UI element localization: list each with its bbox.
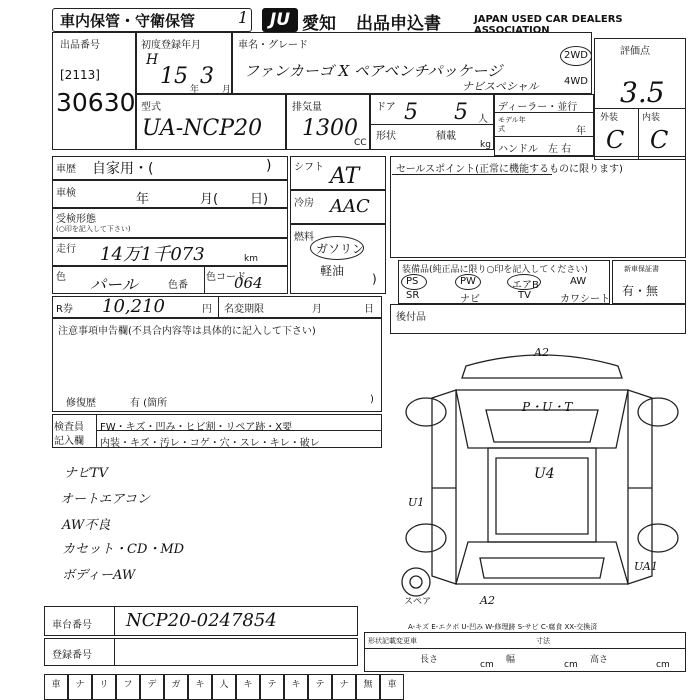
ownership-text: 車内保管・守衛保管 — [60, 12, 196, 30]
diagram-mark-5: A2 — [480, 594, 495, 607]
grade-int: C — [650, 126, 669, 154]
grade-ext: C — [606, 126, 625, 154]
r-ticket-unit: 円 — [202, 304, 212, 315]
recycle-label: 新車保証書 — [624, 265, 659, 273]
check-row2: 内装・キズ・汚レ・コゲ・穴・スレ・キレ・破レ — [100, 438, 320, 449]
diagram-mark-1: A2 — [534, 346, 549, 359]
ju-logo: JU — [262, 8, 298, 32]
frame-value: NCP20-0247854 — [126, 610, 277, 631]
bottom-col-cell: ナ — [332, 674, 356, 700]
r-ticket-value: 10,210 — [102, 296, 165, 317]
diagram-mark-2: P・U・T — [522, 400, 573, 414]
grade-label: 評価点 — [620, 46, 650, 57]
equip-airbag: エアB — [512, 280, 539, 291]
after-parts-label: 後付品 — [396, 312, 426, 323]
lot-code: [2113] — [60, 68, 100, 82]
association-name: JAPAN USED CAR DEALERS ASSOCIATION — [474, 14, 623, 36]
reinspection-sub: (○印を記入して下さい) — [56, 225, 131, 233]
model-year-label: モデル年式 — [498, 116, 526, 133]
ownership-mark: 1 — [238, 8, 249, 27]
displacement-value: 1300 — [302, 116, 358, 141]
remark-4: カセット・CD・MD — [62, 542, 185, 557]
displacement-label: 排気量 — [292, 102, 322, 113]
bottom-col-cell: テ — [260, 674, 284, 700]
dealer-label: ディーラー・並行 — [498, 102, 578, 113]
sales-point-label: セールスポイント(正常に機能するものに限ります) — [396, 164, 623, 175]
dims-label2: 寸法 — [536, 637, 550, 645]
dims-cm2: cm — [564, 660, 578, 670]
bottom-col-cell: ナ — [68, 674, 92, 700]
dealer-divider — [494, 112, 594, 113]
bottom-col-cell: テ — [308, 674, 332, 700]
notes-label: 注意事項申告欄(不具合内容等は具体的に記入して下さい) — [58, 326, 316, 337]
bottom-col-cell: キ — [236, 674, 260, 700]
drive-2wd: 2WD — [564, 50, 588, 61]
color-code-label: 色コード — [206, 272, 246, 283]
mileage-unit: km — [244, 254, 258, 264]
capacity-unit: kg — [480, 140, 491, 150]
equip-pw-circle — [455, 274, 481, 290]
bottom-col-cell: リ — [92, 674, 116, 700]
bottom-col-cell: ガ — [164, 674, 188, 700]
grade-value: 3.5 — [620, 76, 665, 109]
plate-divider — [114, 638, 115, 666]
dims-width: 幅 — [506, 655, 516, 665]
remark-3: AW不良 — [62, 518, 111, 533]
registration-month: 3 — [200, 64, 214, 89]
aircon-label: 冷房 — [294, 198, 314, 209]
seats-value: 5 — [454, 100, 468, 125]
equip-aw: AW — [570, 276, 587, 287]
shift-label: シフト — [294, 162, 324, 173]
inspection-month-unit: 月( — [200, 192, 219, 207]
history-close: ) — [370, 394, 374, 405]
equip-seat: カワシート — [560, 294, 610, 305]
check-row1: FW・キズ・凹み・ヒビ割・リペア跡・X要 — [100, 422, 293, 433]
bottom-col-cell: フ — [116, 674, 140, 700]
mileage-value: 14万1千073 — [100, 244, 205, 265]
displacement-unit: CC — [354, 138, 367, 148]
equip-ps-circle — [401, 274, 427, 290]
diagram-legend: A-キズ E-エクボ U-凹み W-修理跡 S-サビ C-腐食 XX-交換済 — [408, 623, 598, 631]
bottom-col-cell: キ — [188, 674, 212, 700]
shape-label: 形状 — [376, 131, 396, 142]
model-code-label: 型式 — [141, 102, 161, 113]
plate-label: 登録番号 — [52, 650, 92, 661]
fuel-value1: ガソリン — [316, 242, 365, 256]
color-value: パール — [90, 275, 138, 294]
r-ticket-day: 日 — [364, 304, 374, 315]
car-use-box — [52, 156, 288, 180]
form-title: 出品申込書 — [356, 14, 441, 34]
bottom-col-cell: 車 — [44, 674, 68, 700]
inspection-year-unit: 年 — [136, 192, 150, 207]
equipment-label: 装備品(純正品に限り○印を記入してください) — [402, 265, 588, 275]
drive-4wd: 4WD — [564, 76, 588, 87]
bottom-col-cell: キ — [284, 674, 308, 700]
registration-era: H — [146, 52, 159, 68]
dims-length: 長さ — [420, 655, 439, 665]
spare-label: スペア — [404, 597, 432, 607]
aircon-value: AAC — [330, 196, 370, 217]
seats-unit: 人 — [478, 114, 488, 125]
model-year-unit: 年 — [576, 126, 586, 137]
bottom-col-cell: デ — [140, 674, 164, 700]
registration-year-unit: 年 — [190, 85, 200, 95]
registration-year: 15 — [160, 64, 188, 89]
car-use-close: ) — [266, 158, 272, 174]
mileage-label: 走行 — [56, 244, 76, 255]
handle-options: 左 右 — [548, 144, 572, 155]
registration-label: 初度登録年月 — [141, 40, 201, 51]
inspection-day-unit: 日) — [250, 192, 269, 207]
check-label1: 検査員 — [54, 422, 84, 433]
model-name-label: 車名・グレード — [238, 40, 308, 51]
bottom-col-cell: 無 — [356, 674, 380, 700]
r-ticket-month: 月 — [312, 304, 322, 315]
remark-5: ボディーAW — [62, 568, 136, 583]
dims-divider — [364, 648, 686, 649]
fuel-label: 燃料 — [294, 232, 314, 243]
registration-month-unit: 月 — [222, 85, 232, 95]
dims-cm1: cm — [480, 660, 494, 670]
shift-value: AT — [330, 164, 360, 189]
fuel-close: ) — [372, 272, 377, 286]
remark-1: ナビTV — [64, 466, 109, 481]
model-name-line1: ファンカーゴ X ペアベンチパッケージ — [244, 62, 503, 80]
lot-number: 30630 — [56, 88, 136, 117]
bottom-col-cell: 車 — [380, 674, 404, 700]
r-ticket-label: R券 — [56, 304, 73, 315]
color-number-label: 色番 — [168, 280, 188, 291]
after-parts-box — [390, 304, 686, 334]
remark-2: オートエアコン — [60, 492, 150, 507]
color-label: 色 — [56, 272, 66, 283]
lot-label: 出品番号 — [60, 40, 100, 51]
dealer-divider2 — [494, 136, 594, 137]
doors-label: ドア — [376, 102, 396, 113]
recycle-value: 有・無 — [622, 284, 659, 298]
check-label2: 記入欄 — [54, 436, 84, 447]
frame-label: 車台番号 — [52, 620, 92, 631]
doors-value: 5 — [404, 100, 418, 125]
color-code: 064 — [234, 274, 263, 292]
grade-divider — [594, 108, 686, 109]
handle-label: ハンドル — [498, 144, 538, 155]
history-label: 修復歴 — [66, 398, 96, 409]
grade-int-label: 内装 — [642, 113, 661, 123]
diagram-mark-3: U4 — [534, 466, 555, 482]
grade-vdivider — [638, 108, 639, 160]
model-name-line2: ナビスペシャル — [462, 80, 539, 93]
doors-divider — [370, 124, 494, 125]
color-divider — [204, 266, 205, 294]
capacity-label: 積載 — [436, 131, 456, 142]
equip-navi: ナビ — [460, 294, 480, 305]
check-divider — [96, 414, 97, 448]
car-use-label: 車歴 — [56, 164, 76, 175]
inspection-label: 車検 — [56, 188, 76, 199]
diagram-mark-4: U1 — [408, 496, 425, 509]
grade-ext-label: 外装 — [600, 113, 619, 123]
car-use-value: 自家用・( — [92, 161, 154, 177]
equip-airbag-circle — [507, 274, 541, 290]
fuel-value2: 軽油 — [320, 264, 345, 278]
equip-ps: PS — [406, 276, 419, 287]
bottom-col-cell: 人 — [212, 674, 236, 700]
dims-height: 高さ — [590, 655, 609, 665]
sales-point-divider — [392, 174, 552, 175]
dims-label1: 形状記載変更車 — [368, 637, 417, 645]
equip-tv: TV — [518, 290, 531, 301]
r-ticket-change: 名変期限 — [224, 304, 264, 315]
reinspection-label: 受検形態 — [56, 214, 96, 225]
equip-pw: PW — [460, 276, 476, 287]
history-value: 有 (箇所 — [130, 398, 168, 409]
equip-sr: SR — [406, 290, 420, 301]
frame-divider — [114, 606, 115, 636]
dims-cm3: cm — [656, 660, 670, 670]
r-ticket-divider — [218, 296, 219, 318]
org-name: 愛知 — [302, 14, 336, 34]
diagram-mark-6: UA1 — [634, 560, 658, 573]
model-code-value: UA-NCP20 — [142, 116, 263, 141]
